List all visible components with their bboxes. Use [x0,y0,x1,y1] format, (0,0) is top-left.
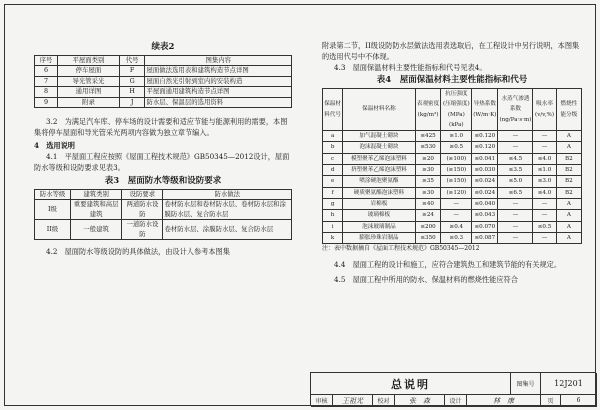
table-cell: — [533,142,556,153]
design-label: 设计 [445,395,467,407]
table-cell: 卷材防水层和卷材防水层、卷材防水层和涂膜防水层、复合防水层 [163,200,292,220]
table-cell: — [533,232,556,243]
table-header-cell: 平屋面类别 [58,56,120,66]
table-cell: A [556,142,581,153]
table4-note: 注：表中数据摘自《屋面工程技术规范》GB50345—2012 [322,245,480,253]
table-cell: (≥100) [441,153,472,164]
table-cell: 平屋面通用建筑构造节点详图 [145,87,292,97]
table-cell: 岩棉板 [343,198,415,209]
table-cell: ≤1.0 [533,165,556,176]
table3-title: 表3 屋面防水等级和设防要求 [104,176,222,187]
section-4-heading: 4 选用说明 [34,141,75,151]
para-continued: 附录第二节，II级设防防水层做法选用表选取后，在工程设计中另行说明，本图集的选用代号中不体现。 [322,41,580,61]
table-cell: g [323,198,343,209]
table2-title: 续表2 [151,42,175,52]
table-cell: ≤0.043 [472,210,498,221]
table-cell: ≥0.4 [441,221,472,232]
table-cell: 附录 [58,97,120,107]
table-row [323,232,582,243]
table-cell: 停车屋面 [58,66,120,76]
table-cell: ≤0.030 [472,165,498,176]
table-cell: 模塑聚苯乙烯泡沫塑料 [343,153,415,164]
table-header-cell: 水蒸气渗透系数(ng/Pa·s·m) [498,89,533,131]
table-cell: ≤4.0 [533,187,556,198]
table-cell: G [119,76,145,86]
drawing-title: 总说明 [311,373,511,395]
table-cell: ≤3.5 [498,165,533,176]
para-4-2: 4.2 屋面防水等级设防的具体做法，由设计人参考本图集 [46,247,230,257]
table-cell: A [556,198,581,209]
table-cell: ≤0.120 [472,142,498,153]
table-cell: c [323,153,343,164]
table-cell: f [323,187,343,198]
reviewer-signature: 王祖光 [333,395,373,407]
table-cell: (≥150) [441,165,472,176]
table-cell: 一道防水设防 [122,220,163,240]
table-cell: ≥35 [415,176,441,187]
table-row [35,220,292,240]
table-row [323,187,582,198]
table-header-cell: 吸水率(v/v,%) [533,89,556,131]
table-cell: a [323,131,343,142]
table-cell: 防水层、保温层的选用资料 [145,97,292,107]
table-cell: B2 [556,153,581,164]
table-cell: 泡沫混凝土砌块 [343,142,415,153]
table-cell: A [556,221,581,232]
page-label: 页 [541,395,561,407]
para-4-4: 4.4 屋面工程的设计和施工，应符合建筑热工和建筑节能的有关规定。 [334,260,562,270]
table-cell: ≤3.0 [533,176,556,187]
table-cell: h [323,210,343,221]
table-cell: ≤5.0 [498,176,533,187]
table-cell: ≥20 [415,153,441,164]
table-cell: 两道防水设防 [122,200,163,220]
table-cell: ≤0.040 [472,198,498,209]
table4-title: 表4 屋面保温材料主要性能指标和代号 [376,75,528,85]
table2 [34,55,292,108]
para-4-5: 4.5 屋面工程中所用的防水、保温材料的燃烧性能应符合 [334,275,518,285]
table-cell: ≤4.5 [498,153,533,164]
table-cell: ≥40 [415,198,441,209]
table-header-cell: 防水做法 [163,190,292,200]
table-cell: — [533,131,556,142]
table-cell: 通用详图 [58,87,120,97]
para-4-3: 4.3 屋面保温材料主要性能指标和代号见表4。 [334,63,487,72]
table-cell: ≤200 [415,221,441,232]
table-cell: (≥120) [441,187,472,198]
table-header-cell: 燃烧性能分级 [556,89,581,131]
table-header-cell: 序号 [35,56,58,66]
table-cell: A [556,131,581,142]
table-header-cell: 保温材料代号 [323,89,343,131]
table-cell: I级 [35,200,71,220]
table-cell: b [323,142,343,153]
table-row [323,221,582,232]
table-cell: 挤塑聚苯乙烯泡沫塑料 [343,165,415,176]
left-column [34,40,292,257]
table-cell: ≤4.0 [533,153,556,164]
table-cell: 6 [35,66,58,76]
table-row [35,97,292,107]
table-cell: A [556,232,581,243]
table-cell: — [441,210,472,221]
table-cell: ≥1.0 [441,131,472,142]
table-cell: 导光管采光 [58,76,120,86]
atlas-number: 12J201 [541,373,597,395]
table-row [35,87,292,97]
table-row [323,142,582,153]
right-column [322,40,582,285]
table-cell: 膨胀珍珠岩制品 [343,232,415,243]
table-row [35,66,292,76]
table-cell: k [323,232,343,243]
table-cell: i [323,221,343,232]
table-cell: B2 [556,165,581,176]
table-cell: J [119,97,145,107]
table-cell: ≤0.120 [472,131,498,142]
table-cell: 屋面做法选用表和建筑构造节点详图 [145,66,292,76]
table-cell: ≤425 [415,131,441,142]
table3 [34,189,292,240]
table-cell: d [323,165,343,176]
table-cell: F [119,66,145,76]
table-cell: 7 [35,76,58,86]
table-cell: 玻璃棉板 [343,210,415,221]
table-cell: ≤0.5 [533,221,556,232]
table-cell: ≤0.070 [472,221,498,232]
table-row [35,76,292,86]
table-cell: A [556,210,581,221]
table-cell: — [441,198,472,209]
table-cell: — [498,221,533,232]
table-cell: II级 [35,220,71,240]
table4 [322,88,582,244]
table-cell: ≥30 [415,187,441,198]
table-cell: 8 [35,87,58,97]
table-cell: — [533,210,556,221]
table-row [35,200,292,220]
table-cell: ≥30 [415,165,441,176]
table-row [323,210,582,221]
table-cell: 9 [35,97,58,107]
table-header-cell: 图集内容 [145,56,292,66]
table-cell: ≤0.041 [472,153,498,164]
table-cell: e [323,176,343,187]
table-cell: ≤0.087 [472,232,498,243]
table-cell: 一般建筑 [70,220,121,240]
table-cell: H [119,87,145,97]
checker-signature: 张 森 [395,395,445,407]
atlas-label: 图集号 [511,373,541,395]
table-cell: — [498,232,533,243]
table-cell: — [533,198,556,209]
table-cell: ≤530 [415,142,441,153]
table-cell: ≤0.024 [472,187,498,198]
table-row [323,165,582,176]
para-3-2: 3.2 为满足汽车库、停车场的设计需要和适应节能与能源利用的需要，本图集将停车屋面和导光管采光两项内容做为独立章节编入。 [34,117,288,138]
table-header-cell: 设防要求 [122,190,163,200]
table-cell: 卷材防水层、涂膜防水层、复合防水层 [163,220,292,240]
table-cell: ≤6.5 [498,187,533,198]
table-header-cell: 防水等级 [35,190,71,200]
table-header-cell: 导热系数(W/m·K) [472,89,498,131]
review-label: 审核 [311,395,333,407]
table-cell: — [498,131,533,142]
table-cell: ≥0.5 [441,142,472,153]
table-cell: 加气混凝土砌块 [343,131,415,142]
table-row [323,198,582,209]
table-row [323,131,582,142]
table-cell: ≥0.3 [441,232,472,243]
table-cell: 屋面自然光引射到室内的安装构造 [145,76,292,86]
table-cell: 硬质聚氨酯泡沫塑料 [343,187,415,198]
table-header-cell: 保温材料名称 [343,89,415,131]
para-4-1: 4.1 平屋面工程应按照《屋面工程技术规范》GB50345—2012设计，屋面防水等级和设防要求见表3。 [34,152,290,173]
table-row [323,153,582,164]
table-cell: ≤350 [415,232,441,243]
table-cell: — [498,198,533,209]
table-cell: 喷涂硬泡聚氨酯 [343,176,415,187]
table-cell: (≥150) [441,176,472,187]
table-header-cell: 建筑类别 [70,190,121,200]
table-cell: B2 [556,187,581,198]
table-cell: 重要建筑和高层建筑 [70,200,121,220]
table-cell: — [498,142,533,153]
title-block [310,372,596,406]
table-header-cell: 表观密度(kg/m³) [415,89,441,131]
table-cell: ≥24 [415,210,441,221]
designer-signature: 林 康 [467,395,541,407]
table-cell: 泡沫玻璃制品 [343,221,415,232]
table-header-cell: 抗压强度(压缩强度)(MPa)(kPa) [441,89,472,131]
table-header-cell: 代号 [119,56,145,66]
page-number: 6 [561,395,597,407]
table-row [323,176,582,187]
table-cell: ≤0.024 [472,176,498,187]
check-label: 校对 [373,395,395,407]
table-cell: — [498,210,533,221]
table-cell: B2 [556,176,581,187]
